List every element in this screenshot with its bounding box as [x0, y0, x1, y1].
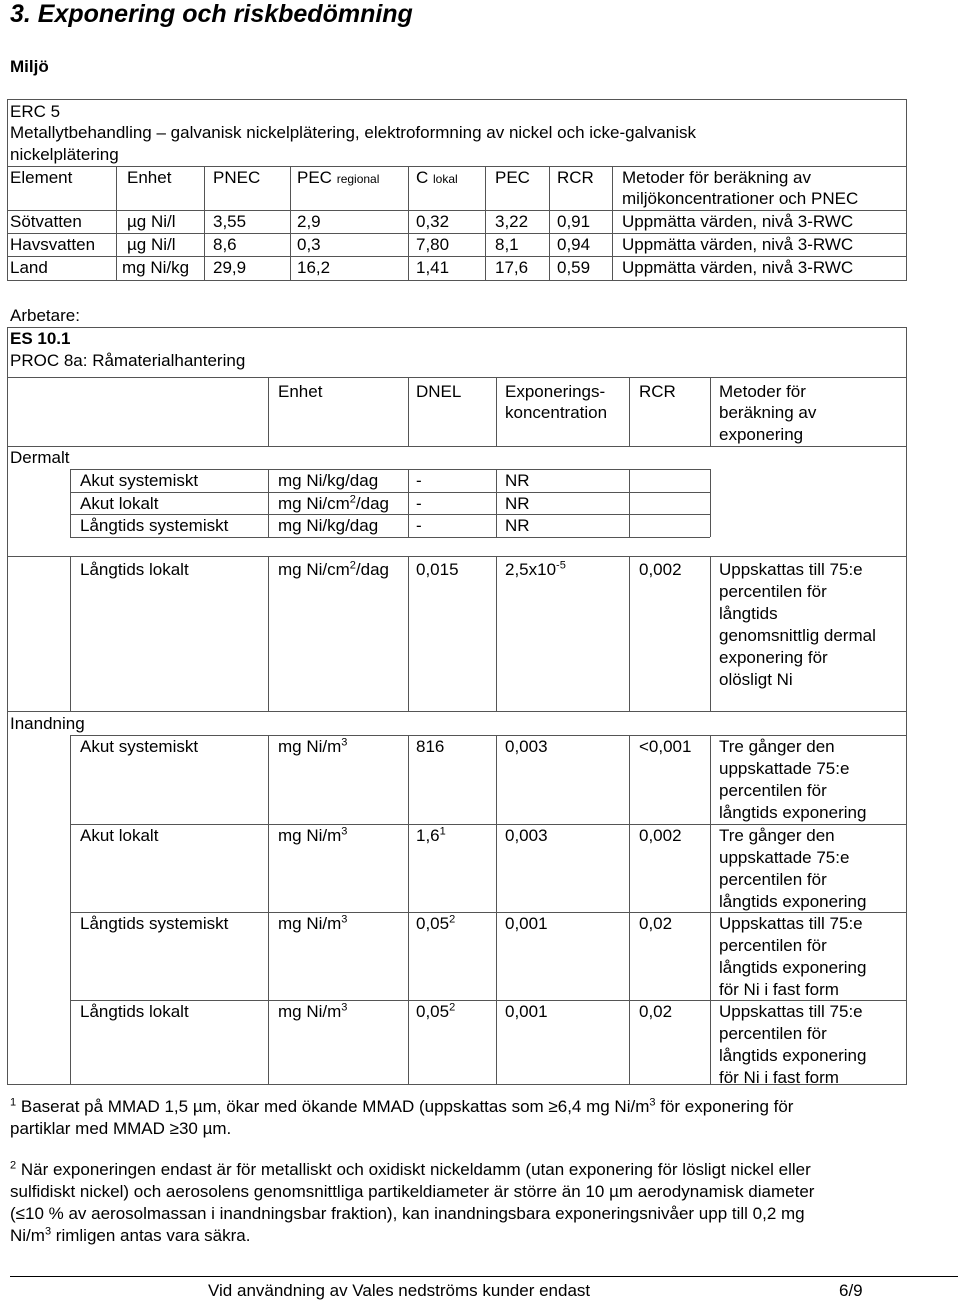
inhalation-label: Inandning	[10, 714, 85, 733]
env-cell-pec: 17,6	[495, 258, 529, 277]
env-cell-rcr: 0,59	[557, 258, 591, 277]
footer-divider	[10, 1276, 958, 1277]
dermal-cell-method: långtids	[719, 604, 778, 623]
inh-cell-dnel: $1,6^1$	[416, 825, 446, 845]
inh-cell-unit: mg $Ni/m^3$	[278, 913, 348, 933]
env-header-pec: PEC	[495, 168, 530, 187]
env-cell-element: Land	[10, 258, 48, 277]
workers-header-exp-line1: Exponerings-	[505, 382, 606, 401]
inh-cell-method: percentilen för	[719, 781, 827, 800]
env-cell-c-lokal: 7,80	[416, 235, 450, 254]
inh-cell-unit: mg $Ni/m^3$	[278, 1001, 348, 1021]
env-cell-c-lokal: 1,41	[416, 258, 450, 277]
inh-cell-method: Tre gånger den	[719, 737, 835, 756]
footnote-2-mark: 2	[10, 1159, 17, 1172]
dermal-cell-unit: mg $Ni/cm^2$/dag	[278, 559, 389, 579]
env-cell-c-lokal: 0,32	[416, 212, 450, 231]
dermal-cell-exp: NR	[505, 471, 530, 490]
dermal-cell-exp: NR	[505, 494, 530, 513]
dermal-cell-dnel: 0,015	[416, 560, 459, 579]
env-header-pnec: PNEC	[213, 168, 261, 187]
env-cell-method: Uppmätta värden, nivå 3-RWC	[622, 258, 854, 277]
section-title: 3. Exponering och riskbedömning	[10, 0, 413, 28]
inh-cell-method: percentilen för	[719, 1024, 827, 1043]
page-number: 6/9	[839, 1281, 863, 1300]
env-header-rcr: RCR	[557, 168, 594, 187]
dermal-cell-method: exponering för	[719, 648, 828, 667]
inh-cell-name: Akut lokalt	[80, 826, 159, 845]
inh-cell-method: långtids exponering	[719, 958, 867, 977]
inh-cell-method: för Ni i fast form	[719, 980, 839, 999]
inh-cell-rcr: 0,02	[639, 1002, 673, 1021]
inh-cell-method: Tre gånger den	[719, 826, 835, 845]
inh-cell-dnel: 0,05$^2$	[416, 913, 456, 933]
env-cell-method: Uppmätta värden, nivå 3-RWC	[622, 235, 854, 254]
env-cell-unit: µg Ni/l	[127, 235, 176, 254]
env-cell-rcr: 0,94	[557, 235, 591, 254]
env-header-methods-line1: Metoder för beräkning av	[622, 168, 811, 187]
workers-header-unit: Enhet	[278, 382, 323, 401]
inh-cell-method: Uppskattas till 75:e	[719, 914, 863, 933]
footer-text: Vid användning av Vales nedströms kunder endast	[208, 1281, 591, 1300]
dermal-cell-unit: mg Ni/kg/dag	[278, 516, 379, 535]
inh-cell-exp: 0,003	[505, 826, 548, 845]
inh-cell-method: långtids exponering	[719, 892, 867, 911]
inh-cell-rcr: 0,002	[639, 826, 682, 845]
inh-cell-exp: 0,001	[505, 914, 548, 933]
env-cell-pec-regional: 16,2	[297, 258, 331, 277]
env-cell-pnec: 8,6	[213, 235, 237, 254]
inh-cell-unit: mg $Ni/m^3$	[278, 736, 348, 756]
dermal-label: Dermalt	[10, 448, 70, 467]
env-cell-pec: 3,22	[495, 212, 529, 231]
dermal-cell-rcr: 0,002	[639, 560, 682, 579]
inh-cell-rcr: <0,001	[639, 737, 692, 756]
workers-header-exp-line2: koncentration	[505, 403, 608, 422]
dermal-cell-exp: NR	[505, 516, 530, 535]
inh-cell-method: uppskattade 75:e	[719, 759, 850, 778]
env-cell-unit: mg Ni/kg	[122, 258, 190, 277]
inh-cell-method: långtids exponering	[719, 803, 867, 822]
env-header-pec-regional: PEC regional	[297, 168, 380, 187]
env-cell-element: Havsvatten	[10, 235, 96, 254]
dermal-cell-dnel: -	[416, 494, 422, 513]
proc-label: PROC 8a: Råmaterialhantering	[10, 351, 246, 370]
dermal-cell-name: Akut lokalt	[80, 494, 159, 513]
dermal-cell-method: percentilen för	[719, 582, 827, 601]
erc-code: ERC 5	[10, 102, 61, 121]
inh-cell-method: för Ni i fast form	[719, 1068, 839, 1087]
es-code: ES 10.1	[10, 329, 71, 348]
dermal-cell-name: Akut systemiskt	[80, 471, 199, 490]
env-cell-element: Sötvatten	[10, 212, 82, 231]
env-cell-pec-regional: 2,9	[297, 212, 321, 231]
env-header-c-lokal: C lokal	[416, 168, 458, 187]
workers-heading: Arbetare:	[10, 306, 80, 325]
workers-header-rcr: RCR	[639, 382, 676, 401]
dermal-cell-method: genomsnittlig dermal	[719, 626, 876, 645]
dermal-cell-unit: mg $Ni/cm^2$/dag	[278, 493, 389, 513]
env-cell-pec-regional: 0,3	[297, 235, 321, 254]
workers-header-dnel: DNEL	[416, 382, 462, 401]
inh-cell-name: Akut systemiskt	[80, 737, 199, 756]
dermal-cell-unit: mg Ni/kg/dag	[278, 471, 379, 490]
inh-cell-unit: mg $Ni/m^3$	[278, 825, 348, 845]
env-header-element: Element	[10, 168, 73, 187]
erc-description-line1: Metallytbehandling – galvanisk nickelplätering, elektroformning av nickel och icke-galvanisk	[10, 123, 697, 142]
inh-cell-method: percentilen för	[719, 870, 827, 889]
dermal-cell-method: olösligt Ni	[719, 670, 793, 689]
dermal-cell-name: Långtids systemiskt	[80, 516, 229, 535]
workers-header-methods-line3: exponering	[719, 425, 804, 444]
env-cell-pec: 8,1	[495, 235, 519, 254]
inh-cell-dnel: 0,05$^2$	[416, 1001, 456, 1021]
inh-cell-name: Långtids systemiskt	[80, 914, 229, 933]
env-cell-unit: µg Ni/l	[127, 212, 176, 231]
dermal-cell-dnel: -	[416, 471, 422, 490]
workers-header-methods-line2: beräkning av	[719, 403, 817, 422]
footnote-1-mark: 1	[10, 1096, 17, 1109]
inh-cell-rcr: 0,02	[639, 914, 673, 933]
erc-description-line2: nickelplätering	[10, 145, 119, 164]
inh-cell-name: Långtids lokalt	[80, 1002, 189, 1021]
dermal-cell-exp: $2,5x10^{-5}$	[505, 559, 566, 579]
env-cell-rcr: 0,91	[557, 212, 591, 231]
inh-cell-method: percentilen för	[719, 936, 827, 955]
env-cell-pnec: 3,55	[213, 212, 247, 231]
dermal-cell-name: Långtids lokalt	[80, 560, 189, 579]
inh-cell-exp: 0,001	[505, 1002, 548, 1021]
environment-heading: Miljö	[10, 57, 49, 76]
env-header-methods-line2: miljökoncentrationer och PNEC	[622, 189, 859, 208]
workers-header-methods-line1: Metoder för	[719, 382, 806, 401]
inh-cell-dnel: 816	[416, 737, 445, 756]
inh-cell-method: Uppskattas till 75:e	[719, 1002, 863, 1021]
inh-cell-method: långtids exponering	[719, 1046, 867, 1065]
env-cell-method: Uppmätta värden, nivå 3-RWC	[622, 212, 854, 231]
env-header-unit: Enhet	[127, 168, 172, 187]
dermal-cell-method: Uppskattas till 75:e	[719, 560, 863, 579]
inh-cell-method: uppskattade 75:e	[719, 848, 850, 867]
inh-cell-exp: 0,003	[505, 737, 548, 756]
env-cell-pnec: 29,9	[213, 258, 247, 277]
dermal-cell-dnel: -	[416, 516, 422, 535]
